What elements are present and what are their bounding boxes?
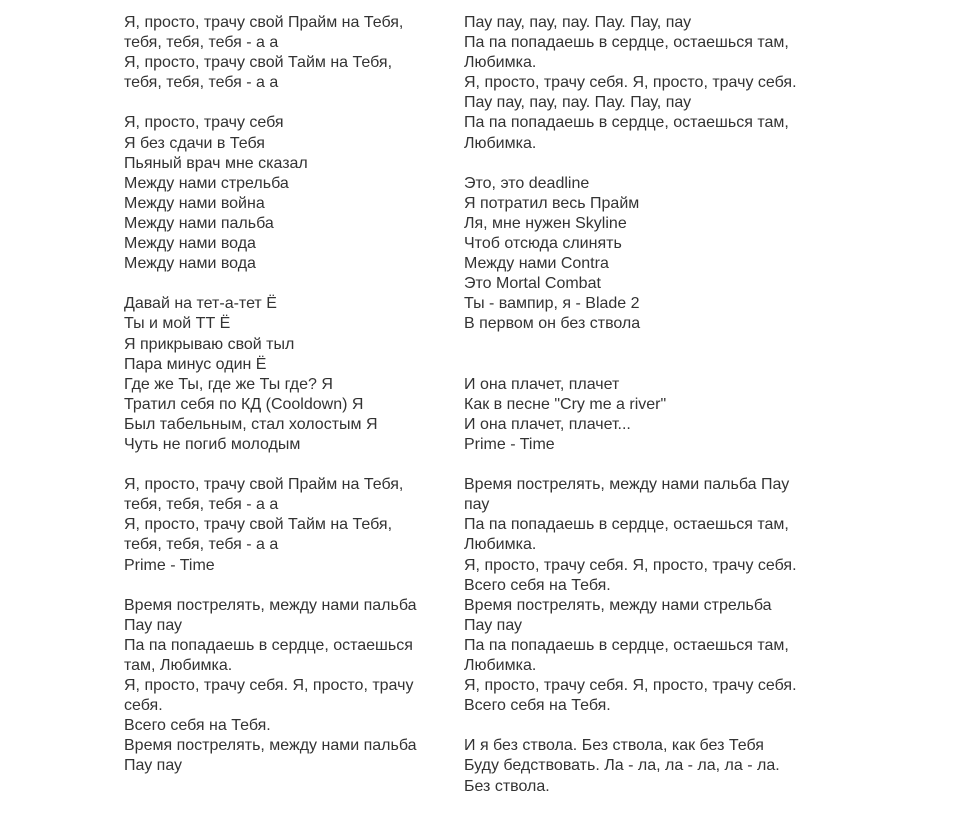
lyric-line: Между нами вода bbox=[124, 235, 256, 253]
lyric-line: Ты и мой ТТ Ё bbox=[124, 315, 231, 333]
lyric-line: Ля, мне нужен Skyline bbox=[464, 214, 627, 232]
lyric-line: Пьяный врач мне сказал bbox=[124, 154, 308, 172]
lyric-line: И она плачет, плачет bbox=[464, 375, 620, 393]
lyric-line: тебя, тебя, тебя - а а bbox=[124, 74, 279, 92]
lyric-line: Буду бедствовать. Ла - ла, ла - ла, ла - ла. bbox=[464, 757, 780, 775]
lyric-line: Я, просто, трачу себя. Я, просто, трачу bbox=[124, 677, 414, 695]
lyric-line: себя. bbox=[124, 697, 163, 715]
lyric-line: Чуть не погиб молодым bbox=[124, 435, 301, 453]
lyric-line: Всего себя на Тебя. bbox=[464, 576, 611, 594]
lyric-line: Па па попадаешь в сердце, остаешься там, bbox=[464, 34, 789, 52]
lyric-line: Чтоб отсюда слинять bbox=[464, 235, 622, 253]
lyric-line: Я, просто, трачу свой Прайм на Тебя, bbox=[124, 14, 404, 31]
lyric-line: В первом он без ствола bbox=[464, 315, 641, 333]
blank-line bbox=[124, 93, 454, 113]
lyric-line: Пау пау bbox=[464, 616, 523, 634]
lyric-line: Без ствола. bbox=[464, 777, 550, 795]
lyric-line: Па па попадаешь в сердце, остаешься там, bbox=[464, 114, 789, 132]
lyric-line: Пау пау, пау, пау. Пау. Пау, пау bbox=[464, 14, 692, 31]
lyric-line: Пау пау bbox=[124, 757, 183, 775]
lyric-line: Между нами Contra bbox=[464, 255, 609, 273]
lyric-line: Давай на тет-а-тет Ё bbox=[124, 295, 277, 313]
blank-line bbox=[124, 455, 454, 475]
lyric-line: Пара минус один Ё bbox=[124, 355, 267, 373]
lyric-line: Я, просто, трачу себя bbox=[124, 114, 284, 132]
lyric-line: Между нами вода bbox=[124, 255, 256, 273]
lyric-line: Пау пау bbox=[124, 616, 183, 634]
lyric-line: тебя, тебя, тебя - а а bbox=[124, 496, 279, 514]
lyrics-left-column bbox=[124, 13, 454, 777]
lyric-line: тебя, тебя, тебя - а а bbox=[124, 536, 279, 554]
lyric-line: Всего себя на Тебя. bbox=[124, 717, 271, 735]
lyric-line: Был табельным, стал холостым Я bbox=[124, 415, 378, 433]
lyric-line: Время пострелять, между нами пальба Пау bbox=[464, 476, 790, 494]
lyric-line: Я, просто, трачу свой Тайм на Тебя, bbox=[124, 516, 393, 534]
lyric-line: тебя, тебя, тебя - а а bbox=[124, 34, 279, 52]
blank-line bbox=[464, 455, 844, 475]
lyric-line: И я без ствола. Без ствола, как без Тебя bbox=[464, 737, 764, 755]
lyric-line: Всего себя на Тебя. bbox=[464, 697, 611, 715]
lyric-line: пау bbox=[464, 496, 490, 514]
lyric-line: Я, просто, трачу себя. Я, просто, трачу себя. bbox=[464, 74, 797, 92]
lyric-line: Время пострелять, между нами пальба bbox=[124, 737, 417, 755]
lyric-line: Время пострелять, между нами стрельба bbox=[464, 596, 772, 614]
lyric-line: Па па попадаешь в сердце, остаешься там, bbox=[464, 636, 789, 654]
lyric-line: Любимка. bbox=[464, 657, 537, 674]
blank-line bbox=[464, 355, 844, 375]
lyric-line: Я прикрываю свой тыл bbox=[124, 335, 295, 353]
lyric-line: там, Любимка. bbox=[124, 657, 233, 674]
lyric-line: Па па попадаешь в сердце, остаешься bbox=[124, 636, 413, 654]
blank-line bbox=[124, 274, 454, 294]
lyric-line: Это, это deadline bbox=[464, 174, 590, 192]
lyric-line: Любимка. bbox=[464, 536, 537, 554]
lyric-line: И она плачет, плачет... bbox=[464, 415, 631, 433]
lyric-line: Па па попадаешь в сердце, остаешься там, bbox=[464, 516, 789, 534]
lyric-line: Prime - Time bbox=[464, 435, 555, 453]
lyrics-right-column bbox=[464, 13, 844, 797]
lyric-line: Это Mortal Combat bbox=[464, 275, 601, 293]
lyric-line: Где же Ты, где же Ты где? Я bbox=[124, 375, 333, 393]
lyric-line: Между нами пальба bbox=[124, 214, 274, 232]
lyric-line: Как в песне "Cry me a river" bbox=[464, 395, 667, 413]
lyric-line: Я, просто, трачу себя. Я, просто, трачу себя. bbox=[464, 677, 797, 695]
lyric-line: Ты - вампир, я - Blade 2 bbox=[464, 295, 640, 313]
blank-line bbox=[464, 335, 844, 355]
lyric-line: Время пострелять, между нами пальба bbox=[124, 596, 417, 614]
lyric-line: Я, просто, трачу себя. Я, просто, трачу себя. bbox=[464, 556, 797, 574]
lyric-line: Я без сдачи в Тебя bbox=[124, 134, 265, 152]
blank-line bbox=[464, 154, 844, 174]
lyric-line: Между нами война bbox=[124, 194, 265, 212]
lyric-line: Любимка. bbox=[464, 134, 537, 152]
lyric-line: Я, просто, трачу свой Прайм на Тебя, bbox=[124, 476, 404, 494]
lyric-line: Я потратил весь Прайм bbox=[464, 194, 640, 212]
lyric-line: Я, просто, трачу свой Тайм на Тебя, bbox=[124, 54, 393, 72]
lyric-line: Пау пау, пау, пау. Пау. Пау, пау bbox=[464, 94, 692, 112]
lyric-line: Между нами стрельба bbox=[124, 174, 289, 192]
lyric-line: Prime - Time bbox=[124, 556, 215, 574]
blank-line bbox=[124, 576, 454, 596]
blank-line bbox=[464, 716, 844, 736]
lyric-line: Тратил себя по КД (Cooldown) Я bbox=[124, 395, 364, 413]
lyric-line: Любимка. bbox=[464, 54, 537, 72]
